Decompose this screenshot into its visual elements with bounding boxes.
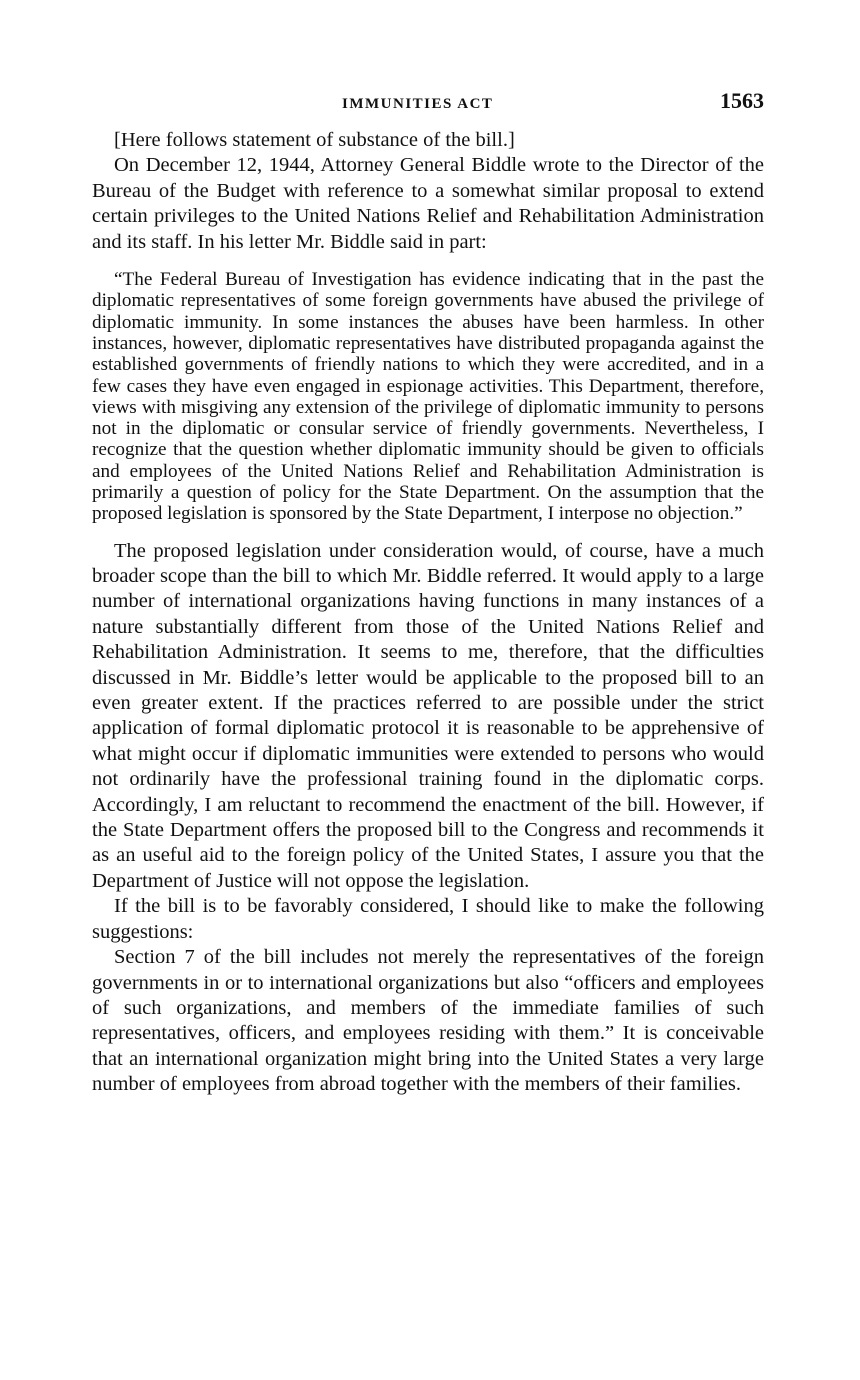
- page-number: 1563: [720, 88, 764, 113]
- broader-scope-paragraph: The proposed legislation under consideration would, of course, have a much broader scope than the bill to which Mr. Biddle referred. It would apply to a large number of international organizations having functions in many instances of a nature substantially different from those of the United Nations Relief and Rehabilitation Administration. It seems to me, therefore, that the difficulties discussed in Mr. Biddle’s letter would be applicable to the proposed bill to an even greater extent. If the practices referred to are possible under the strict application of formal diplomatic protocol it is reasonable to be apprehensive of what might occur if diplomatic immunities were extended to persons who would not ordinarily have the professional training found in the diplomatic corps. Accordingly, I am reluctant to recommend the enactment of the bill. However, if the State Department offers the proposed bill to the Congress and recommends it as an useful aid to the foreign policy of the United States, I assure you that the Department of Justice will not oppose the legislation.: [92, 539, 764, 892]
- running-title: IMMUNITIES ACT: [342, 96, 494, 112]
- biddle-letter-intro: On December 12, 1944, Attorney General Biddle wrote to the Director of the Bureau of the Budget with reference to a somewhat similar proposal to extend certain privileges to the United Nations Relief and Rehabilitation Administration and its staff. In his letter Mr. Biddle said in part:: [92, 154, 764, 253]
- document-page: [92, 88, 764, 1098]
- bill-substance-note: [Here follows statement of substance of the bill.]: [114, 129, 515, 151]
- biddle-letter-quote: “The Federal Bureau of Investigation has evidence indicating that in the past the diplomatic representatives of some foreign governments have abused the privilege of diplomatic immunity. In some instances the abuses have been harmless. In other instances, however, diplomatic representatives have distributed propaganda against the established governments of friendly nations to which they were accredited, and in a few cases they have even engaged in espionage activities. This Department, therefore, views with misgiving any extension of the privilege of diplomatic immunity to persons not in the diplomatic or consular service of friendly governments. Nevertheless, I recognize that the question whether diplomatic immunity should be given to officials and employees of the United Nations Relief and Rehabilitation Administration is primarily a question of policy for the State Department. On the assumption that the proposed legislation is sponsored by the State Department, I interpose no objection.”: [92, 269, 764, 525]
- section-7-paragraph: Section 7 of the bill includes not merely the representatives of the foreign governments in or to international organizations but also “officers and employees of such organizations, and members of the immediate families of such representatives, officers, and employees residing with them.” It is conceivable that an international organization might bring into the United States a very large number of employees from abroad together with the members of their families.: [92, 946, 764, 1096]
- running-head: [92, 88, 764, 124]
- suggestions-intro: If the bill is to be favorably considered, I should like to make the following suggestions:: [92, 895, 764, 943]
